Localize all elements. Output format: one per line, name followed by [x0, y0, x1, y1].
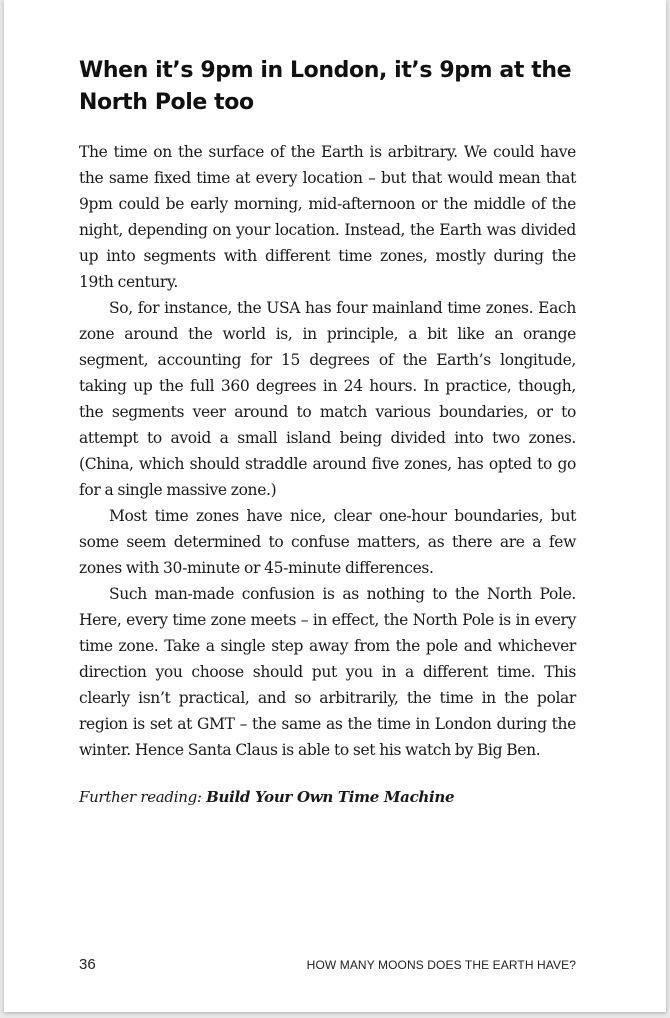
running-head: HOW MANY MOONS DOES THE EARTH HAVE? — [306, 958, 576, 972]
paragraph-4: Such man-made confusion is as nothing to the North Pole. Here, every time zone meets – in effect, the North Pole is in every time zone. Take a single step away from the pole and whichever direction you choose should put you in a different time. This clearly isn’t practical, and so arbitrarily, the time in the polar region is set at GMT – the same as the time in London during the winter. Hence Santa Claus is able to set his watch by Big Ben. — [79, 585, 576, 759]
further-reading-label: Further reading: — [79, 788, 207, 806]
paragraph-2: So, for instance, the USA has four mainland time zones. Each zone around the world is, in principle, a bit like an orange segment, accounting for 15 degrees of the Earth’s longitude, taking up the full 360 degrees in 24 hours. In practice, though, the segments veer around to match various boundaries, or to attempt to avoid a small island being divided into two zones. (China, which should straddle around five zones, has opted to go for a single massive zone.) — [79, 299, 576, 499]
further-reading — [79, 785, 576, 809]
section-heading: When it’s 9pm in London, it’s 9pm at the North Pole too — [79, 58, 572, 115]
book-page — [4, 0, 666, 1012]
page-content — [79, 55, 576, 809]
paragraph-3: Most time zones have nice, clear one-hour boundaries, but some seem determined to confuse matters, as there are a few zones with 30-minute or 45-minute differences. — [79, 507, 576, 577]
further-reading-title: Build Your Own Time Machine — [206, 788, 455, 806]
page-number: 36 — [79, 956, 96, 973]
page-footer — [79, 956, 576, 973]
body-text — [79, 139, 576, 763]
paragraph-1: The time on the surface of the Earth is arbitrary. We could have the same fixed time at every location – but that would mean that 9pm could be early morning, mid-afternoon or the middle of the night, depending on your location. Instead, the Earth was divided up into segments with different time zones, mostly during the 19th century. — [79, 143, 576, 291]
